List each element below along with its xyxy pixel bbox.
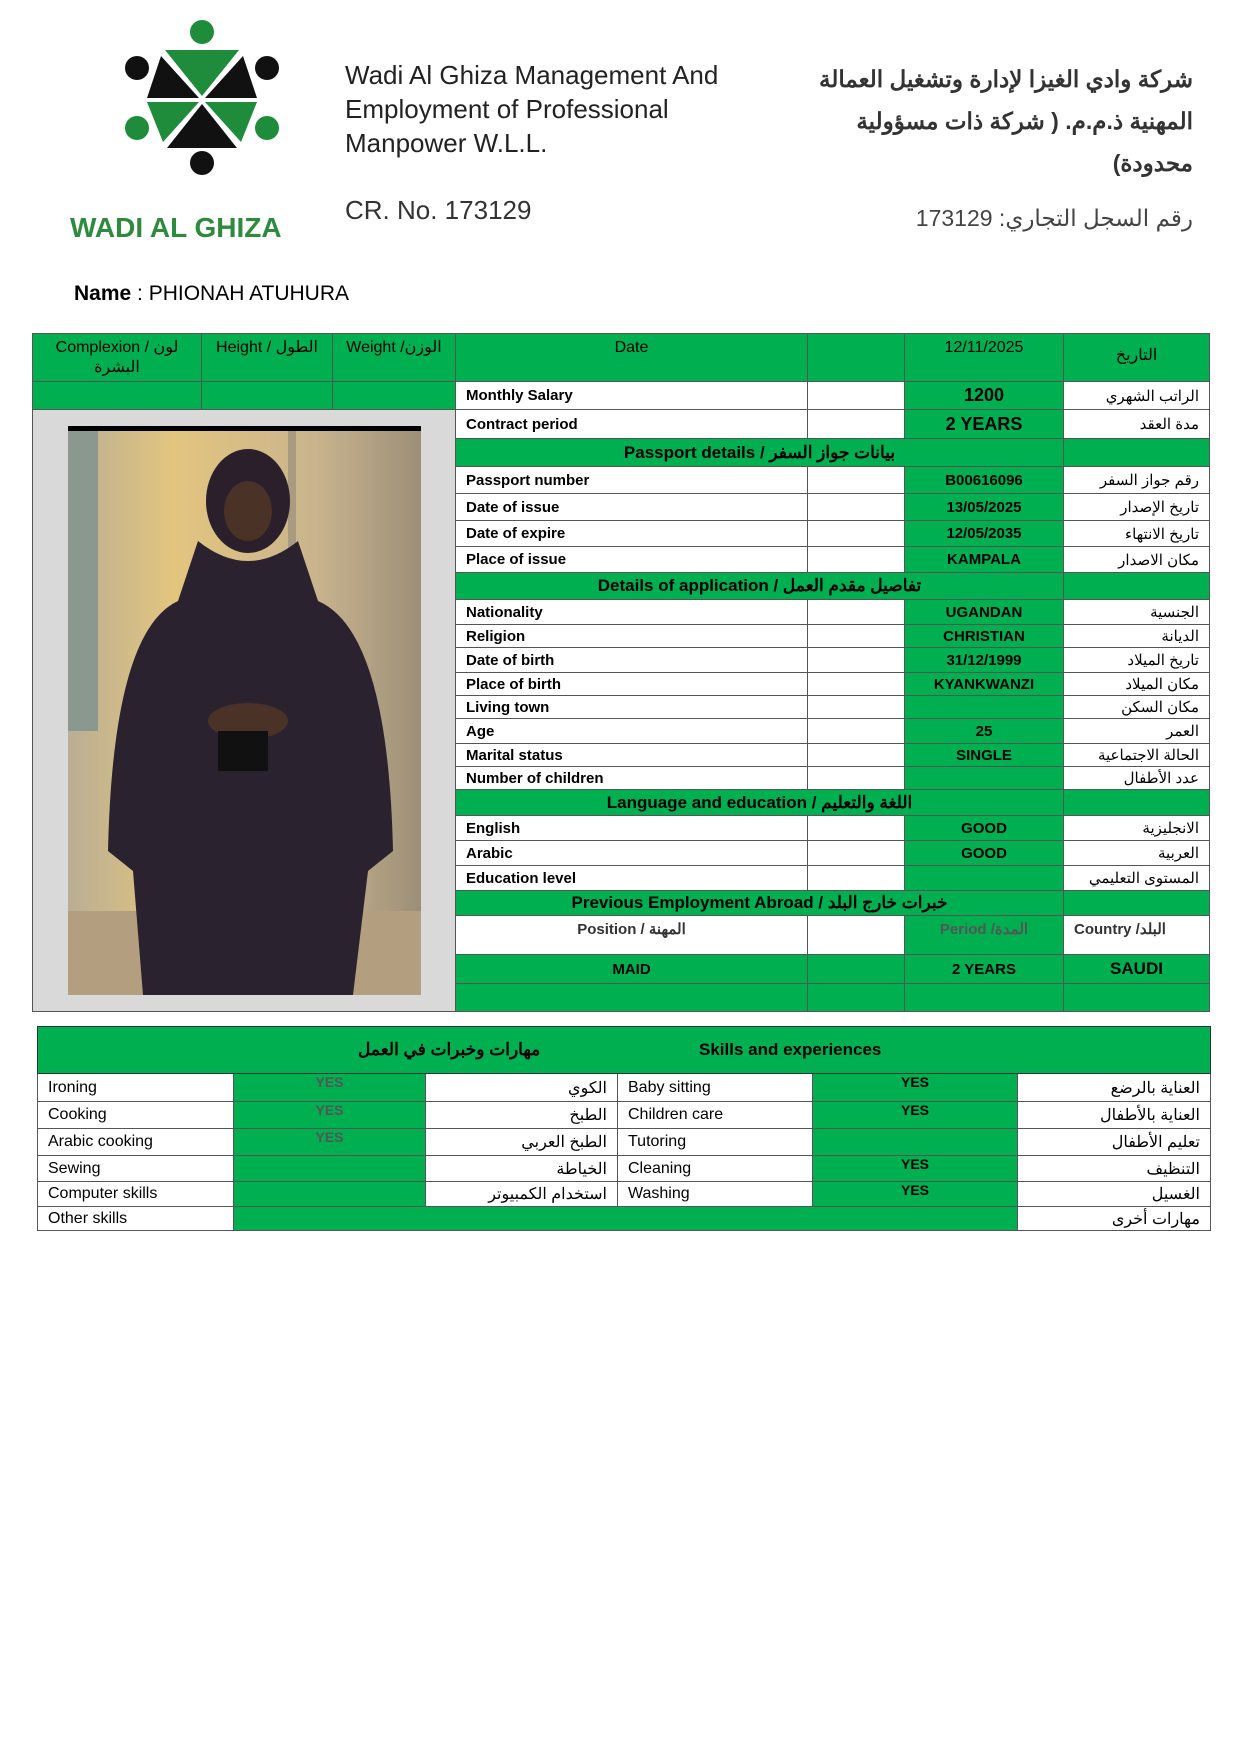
empty-cell: [808, 841, 905, 866]
empty-cell: [808, 625, 905, 648]
field-value: 12/05/2035: [905, 521, 1064, 547]
field-value: 2 YEARS: [905, 410, 1064, 439]
empty-cell: [808, 334, 905, 382]
empty-cell: [808, 767, 905, 790]
skill-label: Ironing: [38, 1074, 234, 1102]
field-label-ar: مكان السكن: [1064, 696, 1210, 719]
skill-label: Tutoring: [618, 1129, 813, 1156]
name-value: PHIONAH ATUHURA: [148, 282, 350, 305]
field-value: 13/05/2025: [905, 494, 1064, 521]
field-label: Date of expire: [456, 521, 808, 547]
skill-label-ar: العناية بالأطفال: [1018, 1102, 1211, 1129]
date-label: Date: [456, 334, 808, 382]
date-value: 12/11/2025: [905, 334, 1064, 382]
field-label-ar: تاريخ الانتهاء: [1064, 521, 1210, 547]
field-label-ar: الديانة: [1064, 625, 1210, 648]
field-value: 25: [905, 719, 1064, 744]
field-value: SINGLE: [905, 744, 1064, 767]
weight-header: Weight /الوزن: [333, 334, 456, 382]
skills-title-en: Skills and experiences: [699, 1040, 882, 1059]
candidate-photo: [33, 410, 456, 1012]
other-skills-label-ar: مهارات أخرى: [1018, 1207, 1211, 1231]
empty-cell: [808, 648, 905, 673]
skill-value: YES: [813, 1156, 1018, 1182]
field-label: Marital status: [456, 744, 808, 767]
field-label: Living town: [456, 696, 808, 719]
skill-row: [38, 1182, 1211, 1207]
field-label: English: [456, 816, 808, 841]
field-label-ar: عدد الأطفال: [1064, 767, 1210, 790]
skill-label: Children care: [618, 1102, 813, 1129]
field-label: Arabic: [456, 841, 808, 866]
field-value: CHRISTIAN: [905, 625, 1064, 648]
field-label: Nationality: [456, 600, 808, 625]
skill-value: YES: [813, 1102, 1018, 1129]
empty-cell: [808, 547, 905, 573]
cr-number-ar: رقم السجل التجاري: 173129: [915, 205, 1193, 231]
skill-label: Arabic cooking: [38, 1129, 234, 1156]
company-line: Wadi Al Ghiza Management And: [345, 60, 719, 90]
skill-label-ar: استخدام الكمبيوتر: [426, 1182, 618, 1207]
field-label: Date of birth: [456, 648, 808, 673]
field-label: Contract period: [456, 410, 808, 439]
field-label-ar: الراتب الشهري: [1064, 382, 1210, 410]
field-row: [33, 410, 1210, 439]
empty-cell: [808, 382, 905, 410]
field-label: Date of issue: [456, 494, 808, 521]
skill-label-ar: تعليم الأطفال: [1018, 1129, 1211, 1156]
empty-cell: [808, 719, 905, 744]
field-label: Place of issue: [456, 547, 808, 573]
section-title: Previous Employment Abroad / خبرات خارج البلد: [456, 891, 1064, 916]
company-line-ar: شركة وادي الغيزا لإدارة وتشغيل العمالة: [819, 66, 1193, 92]
skill-label: Sewing: [38, 1156, 234, 1182]
height-header: Height / الطول: [202, 334, 333, 382]
empty-cell: [808, 955, 905, 984]
complexion-value: [33, 382, 202, 410]
skill-row: [38, 1156, 1211, 1182]
skills-title-ar: مهارات وخبرات في العمل: [358, 1040, 541, 1059]
field-label: Education level: [456, 866, 808, 891]
field-label: Number of children: [456, 767, 808, 790]
logo-wordmark: WADI AL GHIZA: [70, 212, 282, 243]
skill-label: Cleaning: [618, 1156, 813, 1182]
field-value: [905, 767, 1064, 790]
company-logo: [115, 10, 290, 185]
field-label: Age: [456, 719, 808, 744]
field-label: Passport number: [456, 467, 808, 494]
company-line: Manpower W.L.L.: [345, 128, 548, 158]
field-label-ar: تاريخ الإصدار: [1064, 494, 1210, 521]
period-value: [905, 984, 1064, 1012]
field-value: KAMPALA: [905, 547, 1064, 573]
empty-cell: [808, 673, 905, 696]
field-label-ar: الجنسية: [1064, 600, 1210, 625]
field-value: KYANKWANZI: [905, 673, 1064, 696]
company-line-ar: محدودة): [1112, 150, 1193, 176]
empty-cell: [1064, 573, 1210, 600]
empty-cell: [808, 467, 905, 494]
field-label-ar: العربية: [1064, 841, 1210, 866]
skill-label-ar: الطبخ العربي: [426, 1129, 618, 1156]
field-value: UGANDAN: [905, 600, 1064, 625]
empty-cell: [1064, 439, 1210, 467]
field-label-ar: الحالة الاجتماعية: [1064, 744, 1210, 767]
field-value: 1200: [905, 382, 1064, 410]
complexion-header: Complexion / لون البشرة: [33, 334, 202, 382]
field-label-ar: مكان الاصدار: [1064, 547, 1210, 573]
empty-cell: [808, 744, 905, 767]
skill-label: Washing: [618, 1182, 813, 1207]
empty-cell: [808, 410, 905, 439]
skill-value: [234, 1156, 426, 1182]
empty-cell: [808, 696, 905, 719]
company-line: Employment of Professional: [345, 94, 669, 124]
header-row: [33, 334, 1210, 382]
section-title: Details of application / تفاصيل مقدم العمل: [456, 573, 1064, 600]
empty-cell: [1064, 790, 1210, 816]
cr-number-en: CR. No. 173129: [345, 195, 532, 225]
position-value: MAID: [456, 955, 808, 984]
skill-label: Cooking: [38, 1102, 234, 1129]
date-label-ar: التاريخ: [1064, 334, 1210, 382]
company-name-en: [345, 58, 718, 160]
skill-row: [38, 1074, 1211, 1102]
skill-value: YES: [234, 1074, 426, 1102]
field-value: B00616096: [905, 467, 1064, 494]
section-title: Language and education / اللغة والتعليم: [456, 790, 1064, 816]
skill-label-ar: الكوي: [426, 1074, 618, 1102]
candidate-photo-image: [68, 431, 421, 995]
period-value: 2 YEARS: [905, 955, 1064, 984]
field-value: [905, 866, 1064, 891]
empty-cell: [808, 916, 905, 955]
skill-label: Baby sitting: [618, 1074, 813, 1102]
skill-value: [234, 1182, 426, 1207]
skill-label-ar: العناية بالرضع: [1018, 1074, 1211, 1102]
field-label-ar: تاريخ الميلاد: [1064, 648, 1210, 673]
empty-cell: [808, 816, 905, 841]
name-label: Name: [74, 282, 132, 305]
weight-value: [333, 382, 456, 410]
field-label: Place of birth: [456, 673, 808, 696]
field-value: GOOD: [905, 841, 1064, 866]
other-skills-label: Other skills: [38, 1207, 234, 1231]
candidate-name: Name : PHIONAH ATUHURA: [74, 282, 350, 305]
field-label-ar: الانجليزية: [1064, 816, 1210, 841]
skill-label-ar: الخياطة: [426, 1156, 618, 1182]
empty-cell: [808, 521, 905, 547]
other-skills-row: [38, 1207, 1211, 1231]
empty-cell: [808, 866, 905, 891]
empty-cell: [1064, 891, 1210, 916]
position-label: Position / المهنة: [456, 916, 808, 955]
company-line-ar: المهنية ذ.م.م. ( شركة ذات مسؤولية: [856, 108, 1193, 134]
height-value: [202, 382, 333, 410]
other-skills-value: [234, 1207, 1018, 1231]
period-label: Period /المدة: [905, 916, 1064, 955]
empty-cell: [808, 494, 905, 521]
company-name-ar: [819, 58, 1193, 184]
country-value: [1064, 984, 1210, 1012]
skill-label-ar: الغسيل: [1018, 1182, 1211, 1207]
field-label-ar: المستوى التعليمي: [1064, 866, 1210, 891]
application-form: [32, 333, 1210, 1012]
field-label-ar: مدة العقد: [1064, 410, 1210, 439]
skills-table: [37, 1026, 1211, 1231]
skills-title-row: [38, 1027, 1211, 1074]
country-label: Country /البلد: [1064, 916, 1210, 955]
field-label-ar: رقم جواز السفر: [1064, 467, 1210, 494]
skill-value: [813, 1129, 1018, 1156]
skill-label: Computer skills: [38, 1182, 234, 1207]
field-label-ar: مكان الميلاد: [1064, 673, 1210, 696]
position-value: [456, 984, 808, 1012]
skill-value: YES: [813, 1074, 1018, 1102]
skill-value: YES: [813, 1182, 1018, 1207]
field-value: GOOD: [905, 816, 1064, 841]
country-value: SAUDI: [1064, 955, 1210, 984]
field-label-ar: العمر: [1064, 719, 1210, 744]
skill-value: YES: [234, 1102, 426, 1129]
field-row: [33, 382, 1210, 410]
skill-label-ar: التنظيف: [1018, 1156, 1211, 1182]
section-title: Passport details / بيانات جواز السفر: [456, 439, 1064, 467]
field-value: 31/12/1999: [905, 648, 1064, 673]
field-label: Monthly Salary: [456, 382, 808, 410]
skill-label-ar: الطبخ: [426, 1102, 618, 1129]
field-value: [905, 696, 1064, 719]
field-label: Religion: [456, 625, 808, 648]
empty-cell: [808, 600, 905, 625]
skill-row: [38, 1129, 1211, 1156]
skill-value: YES: [234, 1129, 426, 1156]
empty-cell: [808, 984, 905, 1012]
skill-row: [38, 1102, 1211, 1129]
